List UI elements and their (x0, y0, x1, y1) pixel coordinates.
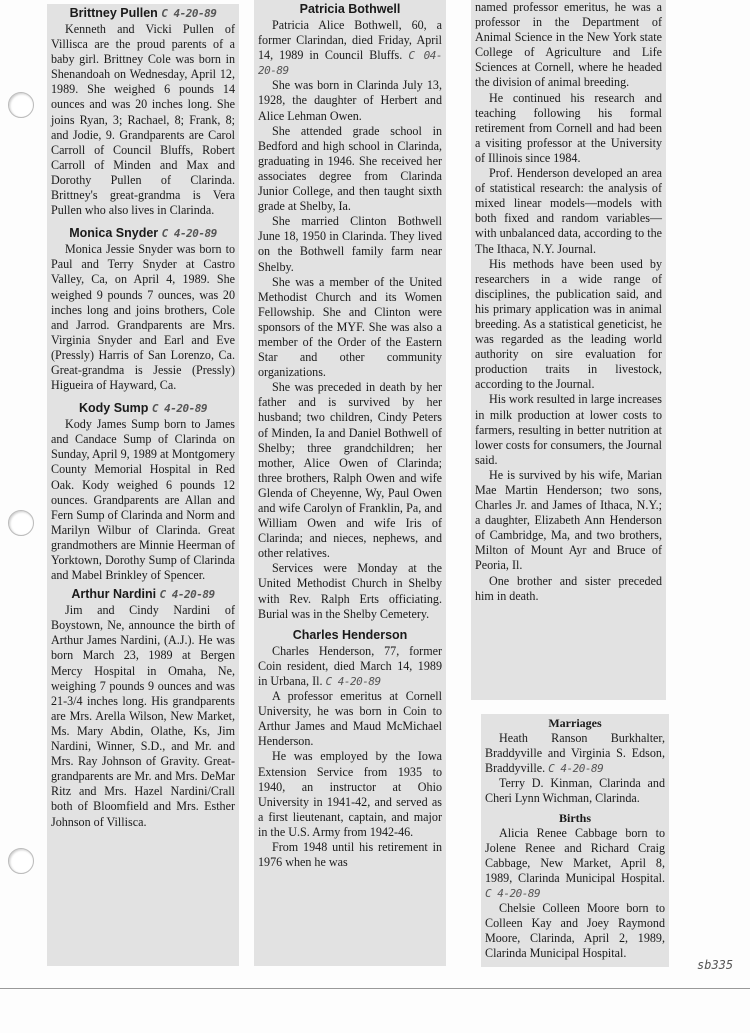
article-paragraph: named professor emeritus, he was a professor in the Department of Animal Science in the New York state College of Agriculture and Life Sciences at Cornell, where he headed the division of animal breeding. (475, 0, 662, 90)
handwritten-date: C 4-20-89 (159, 588, 215, 602)
birth-entry: Chelsie Colleen Moore born to Colleen Kay and Joey Raymond Moore, Clarinda, April 2, 1989, Clarinda Municipal Hospital. (485, 901, 665, 961)
clipping-henderson-continued (471, 0, 666, 700)
handwritten-date: C 4-20-89 (161, 227, 217, 241)
clipping-marriages-births (481, 714, 669, 967)
article-paragraph: Kenneth and Vicki Pullen of Villisca are the proud parents of a baby girl. Brittney Cole was born in Shenandoah on Wednesday, April 12, 1989. She weighed 6 pounds 14 ounces and was 20 inches long. She joins Ryan, 3; Rachael, 8; Frank, 8; and Jodie, 9. Grandparents are Carol Carroll of Council Bluffs, Robert Carroll of Minden and Max and Dorothy Pullen of Clarinda. Brittney's great-grandma is Vera Pullen who also lives in Clarinda. (51, 22, 235, 218)
article-paragraph: Jim and Cindy Nardini of Boystown, Ne, announce the birth of Arthur James Nardini, (A.J.). He was born March 23, 1989 at Bergen Mercy Hospital in Omaha, Ne, weighing 7 pounds 9 ounces and was 21-3/4 inches long. His grandparents are Mrs. Arella Wilson, New Market, Ms. Mary Abdin, Olathe, Ks, Jim Nardini, Winner, S.D., and Mr. and Mrs. Ray Johnson of Gravity. Great-grandparents are Mr. and Mrs. DeMar Ritz and Mrs. Hazel Nardini/Crall both of Bloomfield and Mrs. Esther Johnson of Villisca. (51, 603, 235, 829)
article-paragraph: Services were Monday at the United Methodist Church in Shelby with Rev. Ralph Erts officiating. Burial was in the Shelby Cemetery. (258, 561, 442, 621)
marriage-entry: Heath Ranson Burkhalter, Braddyville and Virginia S. Edson, Braddyville. C 4-20-89 (485, 731, 665, 776)
section-heading-births: Births (558, 810, 591, 825)
article-paragraph: Charles Henderson, 77, former Coin resident, died March 14, 1989 in Urbana, Il. C 4-20-89 (258, 643, 442, 688)
handwritten-date: C 4-20-89 (151, 402, 208, 416)
page-number: sb335 (697, 958, 734, 972)
article-paragraph: Prof. Henderson developed an area of statistical research: the analysis of mixed linear models—models with both fixed and random variables—with unbalanced data, according to the The Ithaca, N.Y. Journal. (475, 166, 662, 256)
article-paragraph: She was born in Clarinda July 13, 1928, the daughter of Herbert and Alice Lehman Owen. (258, 78, 442, 123)
article-heading: Brittney Pullen C 4-20-89 (69, 6, 217, 20)
marriage-entry: Terry D. Kinman, Clarinda and Cheri Lynn Wichman, Clarinda. (485, 776, 665, 806)
article-paragraph: From 1948 until his retirement in 1976 when he was (258, 839, 442, 870)
article-paragraph: He was employed by the Iowa Extension Service from 1935 to 1940, an instructor at Ohio University in 1941-42, and served as a first lieutenant, captain, and major in the U.S. Army from 1942-46. (258, 749, 442, 839)
handwritten-date: C 04-20-89 (258, 49, 442, 78)
article-paragraph: He is survived by his wife, Marian Mae Martin Henderson; two sons, Charles Jr. and James of Ithaca, N.Y.; a daughter, Elizabeth Ann Henderson of Cambridge, Ma, and two brothers, Milton of Mount Ayr and Bruce of Peoria, Il. (475, 467, 662, 573)
handwritten-date: C 4-20-89 (325, 674, 381, 688)
clipping-obituaries-column (254, 0, 446, 966)
article-paragraph: She attended grade school in Bedford and high school in Clarinda, graduating in 1946. She received her associates degree from Clarinda Junior College, and then taught sixth grade at Shelby, Ia. (258, 123, 442, 214)
article-paragraph: She was a member of the United Methodist Church and its Women Fellowship. She and Clinton were sponsors of the MYF. She was also a member of the Order of the Eastern Star and other community organizations. (258, 274, 442, 380)
article-heading: Charles Henderson (292, 627, 408, 642)
article-paragraph: His work resulted in large increases in milk production at lower costs to farmers, resulting in better nutrition at lower costs for consumers, the Journal said. (475, 392, 662, 467)
article-paragraph: He continued his research and teaching following his formal retirement from Cornell and had been a visiting professor at the University of Illinois since 1984. (475, 90, 662, 165)
page-edge-line (0, 988, 750, 989)
article-heading: Kody Sump C 4-20-89 (78, 401, 208, 416)
article-paragraph: She was preceded in death by her father and is survived by her husband; two children, Cindy Peters of Minden, Ia and Daniel Bothwell of Shelby; three grandchildren; her mother, Alice Owen of Clarinda; three brothers, Ralph Owen and wife Glenda of Cheyenne, Wy, Paul Owen and wife Carolyn of Franklin, Pa, and William Owen and wife Iris of Clarinda; and nieces, nephews, and other relatives. (258, 380, 442, 561)
clipping-births-column (47, 4, 239, 966)
binder-hole-bottom (8, 848, 34, 874)
handwritten-date: C 4-20-89 (548, 762, 604, 776)
article-heading: Arthur Nardini C 4-20-89 (71, 587, 215, 602)
article-paragraph: One brother and sister preceded him in death. (475, 573, 662, 603)
article-paragraph: His methods have been used by researchers in a wide range of disciplines, the publication said, and his primary application was in animal breeding. As a statistical geneticist, he was regarded as the leading world authority on sire evaluation for production traits in livestock, according to the Journal. (475, 256, 662, 392)
article-paragraph: Monica Jessie Snyder was born to Paul and Terry Snyder at Castro Valley, Ca, on April 4, 1989. She weighed 9 pounds 7 ounces, was 20 inches long and joins brothers, Cole and Jarrod. Grandparents are Mrs. Virginia Snyder and Earl and Eve (Pressly) Harris of San Lorenzo, Ca. Great-grandma is Jessie (Pressly) Higueira of Hayward, Ca. (51, 242, 235, 393)
handwritten-date: C 4-20-89 (485, 887, 541, 901)
article-paragraph: Kody James Sump born to James and Candace Sump of Clarinda on Sunday, April 9, 1989 at Montgomery County Memorial Hospital in Red Oak. Kody weighed 6 pounds 12 ounces. Grandparents are Allan and Fern Sump of Clarinda and Norm and Marilyn Wilbur of Clarinda. Great grandmothers are Minnie Heerman of Yorktown, Dorothy Sump of Clarinda and Mabel Brinkley of Spencer. (51, 417, 235, 583)
article-heading: Monica Snyder C 4-20-89 (69, 226, 217, 241)
section-heading-marriages: Marriages (548, 716, 602, 730)
article-paragraph: She married Clinton Bothwell June 18, 1950 in Clarinda. They lived on the Bothwell family farm near Shelby. (258, 214, 442, 274)
article-paragraph: Patricia Alice Bothwell, 60, a former Clarindan, died Friday, April 14, 1989 in Council Bluffs. C 04-20-89 (258, 18, 442, 78)
birth-entry: Alicia Renee Cabbage born to Jolene Renee and Richard Craig Cabbage, New Market, April 8, 1989, Clarinda Municipal Hospital. C 4-20-89 (485, 825, 665, 901)
binder-hole-middle (8, 510, 34, 536)
article-heading: Patricia Bothwell (299, 2, 401, 16)
article-paragraph: A professor emeritus at Cornell University, he was born in Coin to Arthur James and Maud McMichael Henderson. (258, 689, 442, 749)
binder-hole-top (8, 92, 34, 118)
handwritten-date: C 4-20-89 (161, 7, 217, 20)
